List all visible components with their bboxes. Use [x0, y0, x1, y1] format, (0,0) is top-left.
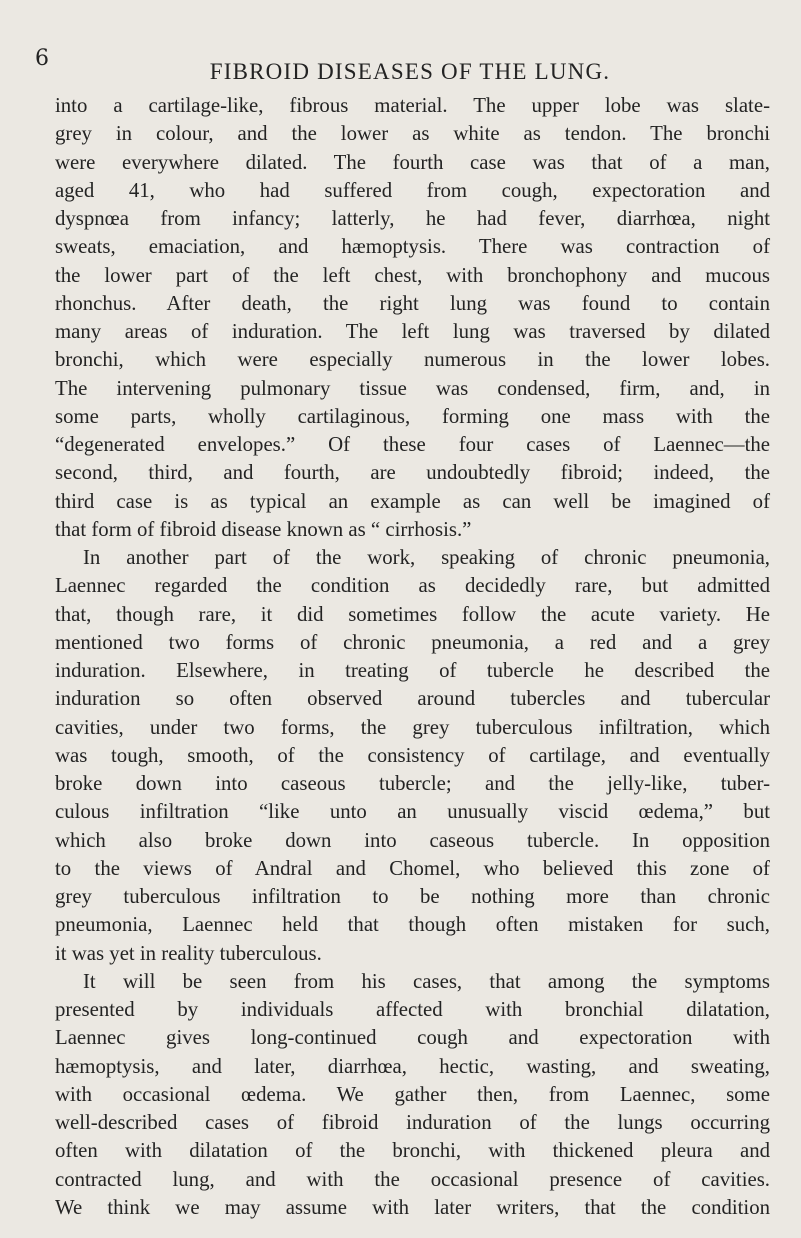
paragraph-start-line: It will be seen from his cases, that among the symptoms: [83, 969, 770, 993]
text-line: aged 41, who had suffered from cough, expectoration and: [55, 178, 770, 202]
text-line: that, though rare, it did sometimes follow the acute variety. He: [55, 602, 770, 626]
text-line: second, third, and fourth, are undoubtedly fibroid; indeed, the: [55, 461, 770, 485]
text-line: that form of fibroid disease known as “ cirrhosis.”: [55, 517, 472, 541]
text-line: “degenerated envelopes.” Of these four cases of Laennec—the: [55, 433, 770, 456]
text-line: culous infiltration “like unto an unusually viscid œdema,” but: [55, 800, 770, 824]
text-line: presented by individuals affected with bronchial dilatation,: [55, 998, 770, 1021]
text-line: rhonchus. After death, the right lung was found to contain: [55, 291, 770, 315]
text-line: some parts, wholly cartilaginous, forming one mass with the: [55, 404, 770, 428]
text-line: to the views of Andral and Chomel, who believed this zone of: [55, 856, 770, 880]
text-line: was tough, smooth, of the consistency of cartilage, and eventually: [55, 743, 770, 767]
text-line: with occasional œdema. We gather then, from Laennec, some: [55, 1082, 770, 1106]
text-line: hæmoptysis, and later, diarrhœa, hectic, wasting, and sweating,: [55, 1054, 770, 1078]
text-line: We think we may assume with later writers, that the condition: [55, 1195, 770, 1219]
text-line: broke down into caseous tubercle; and the jelly-like, tuber-: [55, 772, 770, 795]
paragraph-start-line: In another part of the work, speaking of chronic pneumonia,: [83, 546, 770, 569]
text-line: mentioned two forms of chronic pneumonia, a red and a grey: [55, 630, 770, 654]
text-line: often with dilatation of the bronchi, with thickened pleura and: [55, 1139, 770, 1163]
text-line: many areas of induration. The left lung was traversed by dilated: [55, 320, 770, 343]
text-line: induration. Elsewhere, in treating of tubercle he described the: [55, 659, 770, 682]
text-line: which also broke down into caseous tubercle. In opposition: [55, 828, 770, 852]
text-line: pneumonia, Laennec held that though often mistaken for such,: [55, 913, 770, 937]
text-line: The intervening pulmonary tissue was condensed, firm, and, in: [55, 376, 770, 400]
text-line: Laennec regarded the condition as decidedly rare, but admitted: [55, 574, 770, 598]
body-text: [55, 92, 770, 1222]
text-line: Laennec gives long-continued cough and expectoration with: [55, 1026, 770, 1050]
text-line: contracted lung, and with the occasional presence of cavities.: [55, 1167, 770, 1191]
text-line: induration so often observed around tubercles and tubercular: [55, 687, 770, 711]
text-line: the lower part of the left chest, with bronchophony and mucous: [55, 263, 770, 287]
text-line: well-described cases of fibroid induration of the lungs occurring: [55, 1111, 770, 1134]
text-line: grey in colour, and the lower as white as tendon. The bronchi: [55, 122, 770, 146]
text-line: third case is as typical an example as can well be imagined of: [55, 489, 770, 513]
text-line: bronchi, which were especially numerous in the lower lobes.: [55, 348, 770, 372]
running-title: FIBROID DISEASES OF THE LUNG.: [209, 59, 611, 84]
page-number: 6: [35, 46, 49, 71]
text-line: dyspnœa from infancy; latterly, he had fever, diarrhœa, night: [55, 207, 770, 230]
text-line: into a cartilage-like, fibrous material. The upper lobe was slate-: [55, 94, 770, 117]
text-line: sweats, emaciation, and hæmoptysis. There was contraction of: [55, 235, 770, 259]
text-line: were everywhere dilated. The fourth case was that of a man,: [55, 150, 770, 174]
text-line: it was yet in reality tuberculous.: [55, 941, 322, 965]
text-line: cavities, under two forms, the grey tuberculous infiltration, which: [55, 715, 770, 739]
text-line: grey tuberculous infiltration to be nothing more than chronic: [55, 885, 770, 908]
